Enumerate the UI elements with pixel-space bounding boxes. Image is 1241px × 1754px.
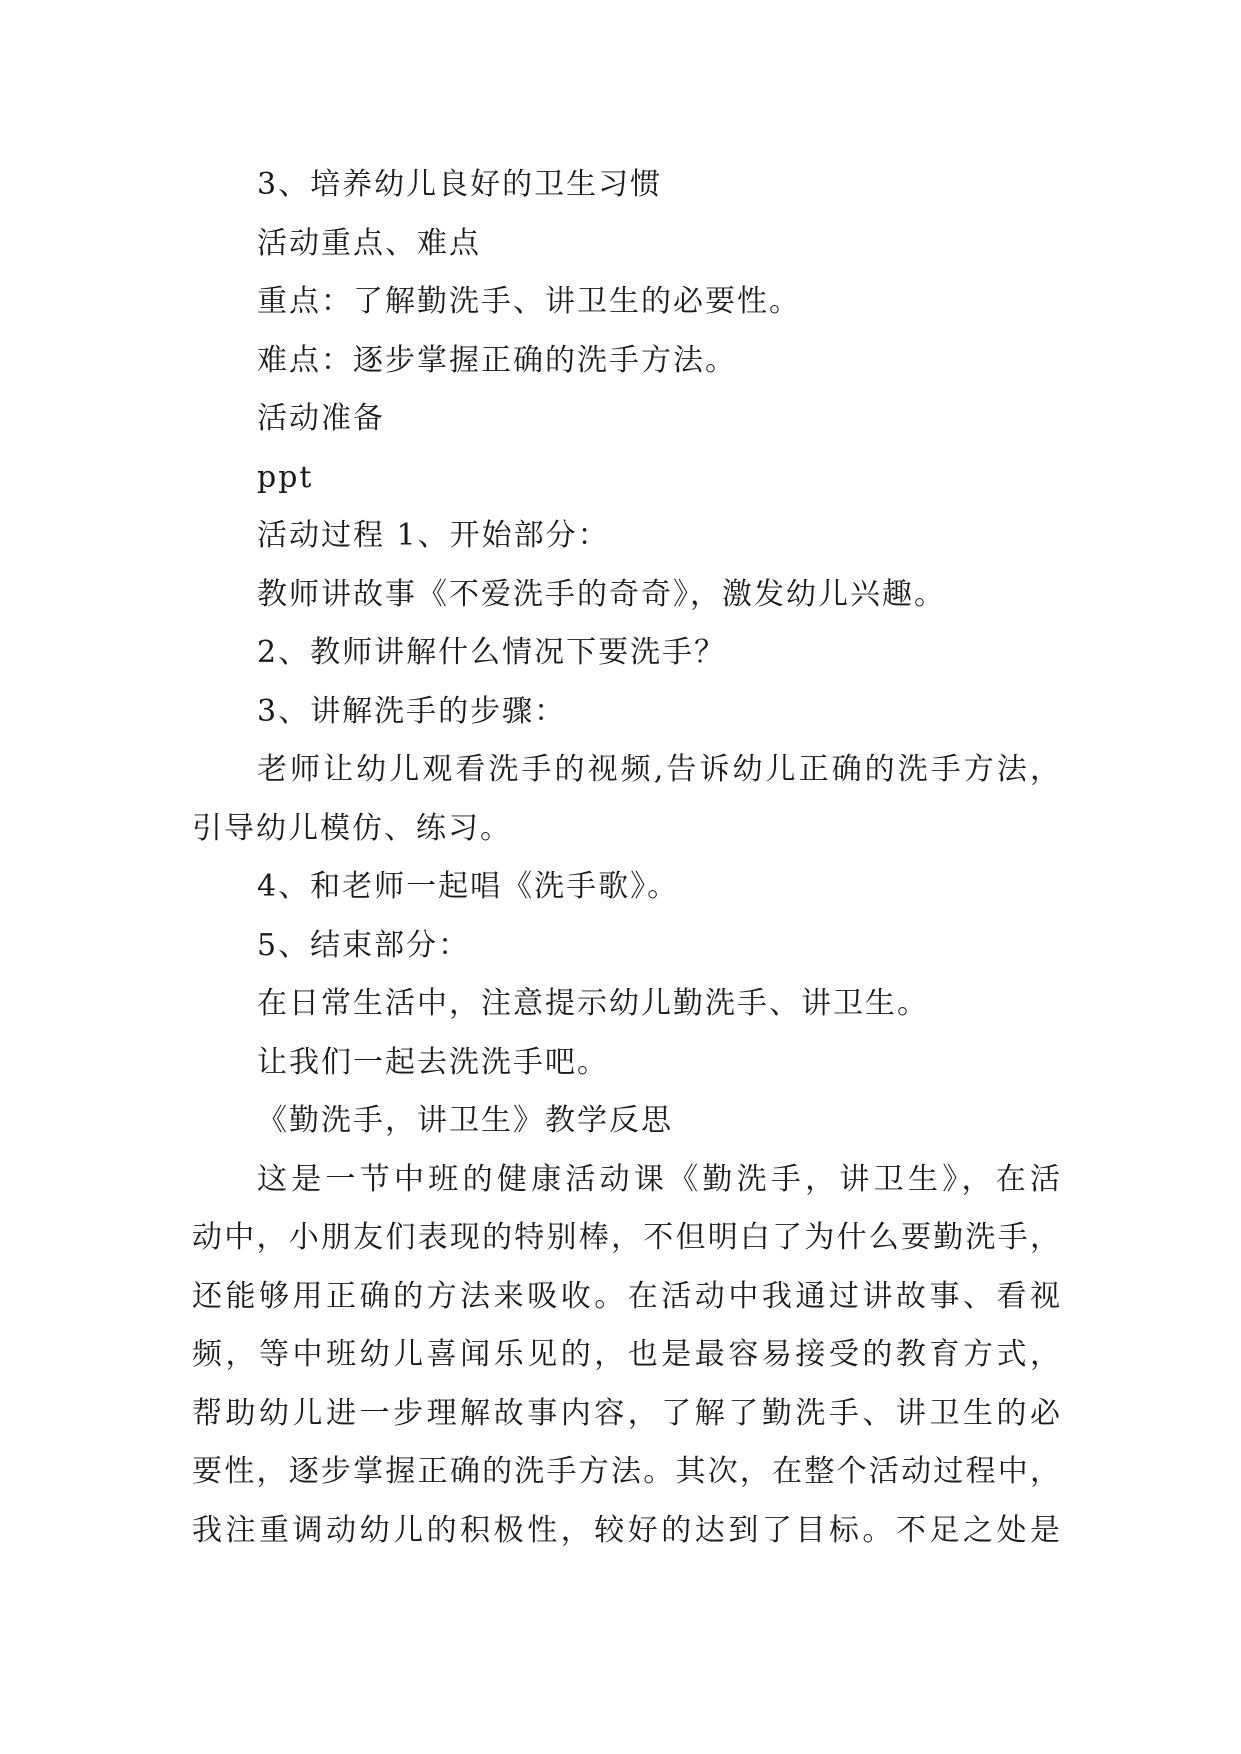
paragraph-line: 引导幼儿模仿、练习。 xyxy=(192,810,512,846)
paragraph-line: 动中，小朋友们表现的特别棒，不但明白了为什么要勤洗手， xyxy=(192,1220,1062,1255)
document-body xyxy=(192,156,1062,1560)
paragraph-line: 频，等中班幼儿喜闻乐见的，也是最容易接受的教育方式， xyxy=(192,1337,1062,1372)
key-point-line: 重点：了解勤洗手、讲卫生的必要性。 xyxy=(257,284,801,319)
paragraph-line: 要性，逐步掌握正确的洗手方法。其次，在整个活动过程中， xyxy=(192,1454,1062,1489)
process-line: 5、结束部分： xyxy=(257,927,471,963)
section-heading: 活动准备 xyxy=(257,401,385,436)
section-heading: 活动过程 1、开始部分： xyxy=(257,518,610,553)
reflection-title: 《勤洗手，讲卫生》教学反思 xyxy=(257,1103,673,1138)
paragraph-line: 帮助幼儿进一步理解故事内容，了解了勤洗手、讲卫生的必 xyxy=(192,1395,1062,1431)
paragraph-line: 老师让幼儿观看洗手的视频,告诉幼儿正确的洗手方法， xyxy=(257,752,1062,787)
process-line: 3、讲解洗手的步骤： xyxy=(257,693,567,729)
process-line: 4、和老师一起唱《洗手歌》。 xyxy=(257,869,680,904)
paragraph-line: 我注重调动幼儿的积极性，较好的达到了目标。不足之处是 xyxy=(192,1512,1062,1548)
paragraph-line: 还能够用正确的方法来吸收。在活动中我通过讲故事、看视 xyxy=(192,1278,1062,1314)
goal-line: 3、培养幼儿良好的卫生习惯 xyxy=(257,167,663,202)
process-line: 2、教师讲解什么情况下要洗手？ xyxy=(257,635,727,670)
process-line: 教师讲故事《不爱洗手的奇奇》，激发幼儿兴趣。 xyxy=(257,576,946,612)
process-line: 在日常生活中，注意提示幼儿勤洗手、讲卫生。 xyxy=(257,986,929,1021)
process-line: 让我们一起去洗洗手吧。 xyxy=(257,1044,609,1080)
materials-line: ppt xyxy=(257,459,314,495)
paragraph-line: 这是一节中班的健康活动课《勤洗手，讲卫生》，在活 xyxy=(257,1161,1062,1197)
section-heading: 活动重点、难点 xyxy=(257,225,481,261)
difficulty-line: 难点：逐步掌握正确的洗手方法。 xyxy=(257,342,737,378)
